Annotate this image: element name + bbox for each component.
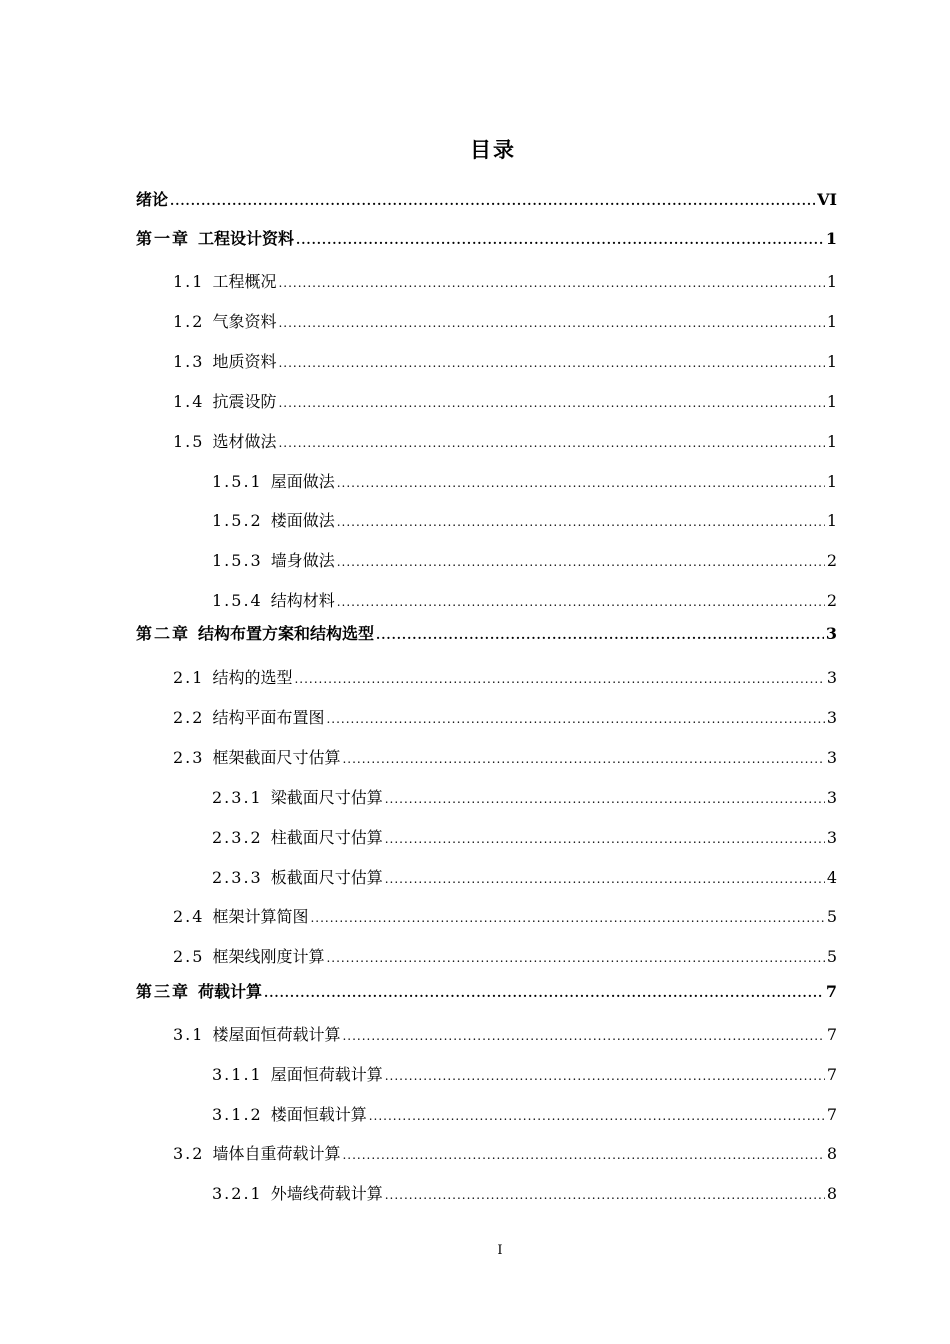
toc-entry-page: 5 (826, 907, 837, 926)
toc-entry-chapter-1[interactable] (136, 227, 837, 251)
toc-entry-label: 梁截面尺寸估算 (270, 788, 383, 807)
toc-leader-dots (278, 271, 824, 295)
toc-entry-label: 板截面尺寸估算 (270, 868, 383, 887)
toc-entry-chapter-2[interactable] (136, 622, 837, 646)
toc-entry-page: 4 (826, 868, 837, 887)
toc-entry-1-5-2[interactable] (212, 509, 837, 533)
toc-entry-number: 3.2.1 (212, 1184, 263, 1203)
toc-entry-1-4[interactable] (173, 390, 837, 414)
toc-leader-dots (342, 1024, 824, 1048)
toc-entry-page: VI (817, 190, 837, 209)
toc-entry-page: 7 (826, 1025, 837, 1044)
toc-leader-dots (337, 471, 825, 495)
toc-leader-dots (337, 590, 825, 614)
toc-leader-dots (294, 667, 824, 691)
toc-leader-dots (342, 747, 824, 771)
toc-entry-number: 2.2 (173, 708, 205, 727)
toc-entry-label: 气象资料 (212, 312, 277, 331)
toc-entry-number: 2.3 (173, 748, 205, 767)
toc-entry-3-2[interactable] (173, 1142, 837, 1166)
toc-leader-dots (369, 1104, 825, 1128)
toc-entry-number: 1.5.1 (212, 472, 263, 491)
toc-entry-label: 墙身做法 (270, 551, 335, 570)
toc-entry-label: 墙体自重荷载计算 (212, 1144, 341, 1163)
toc-entry-number: 1.5.3 (212, 551, 263, 570)
toc-entry-2-2[interactable] (173, 706, 837, 730)
toc-leader-dots (170, 189, 815, 213)
toc-entry-page: 1 (825, 229, 837, 248)
toc-entry-number: 2.3.2 (212, 828, 263, 847)
toc-entry-chapter-3[interactable] (136, 980, 837, 1004)
toc-entry-label: 结构布置方案和结构选型 (198, 624, 375, 643)
toc-entry-label: 屋面恒荷载计算 (270, 1065, 383, 1084)
toc-leader-dots (385, 1183, 825, 1207)
toc-entry-label: 结构材料 (270, 591, 335, 610)
toc-leader-dots (326, 707, 824, 731)
toc-entry-number: 1.4 (173, 392, 205, 411)
toc-entry-label: 工程概况 (212, 272, 277, 291)
toc-leader-dots (337, 550, 825, 574)
toc-leader-dots (296, 228, 824, 252)
toc-entry-page: 1 (826, 352, 837, 371)
toc-entry-number: 3.1.2 (212, 1105, 263, 1124)
toc-entry-number: 第一章 (136, 229, 191, 248)
toc-entry-3-1-1[interactable] (212, 1063, 837, 1087)
toc-entry-number: 1.2 (173, 312, 205, 331)
toc-entry-page: 3 (826, 788, 837, 807)
toc-leader-dots (342, 1143, 824, 1167)
toc-entry-page: 1 (826, 511, 837, 530)
toc-entry-number: 3.1.1 (212, 1065, 263, 1084)
toc-leader-dots (278, 431, 824, 455)
toc-entry-label: 荷载计算 (198, 982, 263, 1001)
toc-entry-2-4[interactable] (173, 905, 837, 929)
toc-entry-2-5[interactable] (173, 945, 837, 969)
toc-entry-number: 1.3 (173, 352, 205, 371)
toc-entry-3-1[interactable] (173, 1023, 837, 1047)
toc-entry-page: 3 (826, 748, 837, 767)
toc-entry-2-3-3[interactable] (212, 866, 837, 890)
toc-entry-page: 1 (826, 472, 837, 491)
toc-leader-dots (278, 391, 824, 415)
toc-entry-number: 1.5.2 (212, 511, 263, 530)
toc-entry-label: 地质资料 (212, 352, 277, 371)
toc-entry-page: 3 (825, 624, 837, 643)
toc-entry-label: 框架计算简图 (212, 907, 309, 926)
toc-leader-dots (278, 311, 824, 335)
toc-leader-dots (376, 623, 824, 647)
toc-entry-2-3[interactable] (173, 746, 837, 770)
toc-entry-2-1[interactable] (173, 666, 837, 690)
toc-entry-label: 外墙线荷载计算 (270, 1184, 383, 1203)
toc-entry-label: 选材做法 (212, 432, 277, 451)
footer-page-number: I (497, 1243, 503, 1258)
toc-entry-number: 2.3.3 (212, 868, 263, 887)
toc-entry-number: 2.3.1 (212, 788, 263, 807)
toc-entry-page: 8 (826, 1184, 837, 1203)
toc-entry-page: 7 (826, 1065, 837, 1084)
toc-entry-page: 1 (826, 432, 837, 451)
toc-entry-page: 3 (826, 668, 837, 687)
toc-entry-1-5-3[interactable] (212, 549, 837, 573)
toc-entry-label: 楼屋面恒荷载计算 (212, 1025, 341, 1044)
toc-entry-1-3[interactable] (173, 350, 837, 374)
toc-entry-label: 楼面恒载计算 (270, 1105, 367, 1124)
page-title: 目录 (470, 138, 516, 162)
toc-entry-label: 结构的选型 (212, 668, 293, 687)
toc-leader-dots (385, 827, 825, 851)
toc-entry-number: 2.1 (173, 668, 205, 687)
toc-entry-label: 柱截面尺寸估算 (270, 828, 383, 847)
toc-leader-dots (385, 1064, 825, 1088)
toc-entry-2-3-2[interactable] (212, 826, 837, 850)
toc-entry-1-5[interactable] (173, 430, 837, 454)
toc-entry-label: 绪论 (136, 190, 169, 209)
toc-entry-number: 3.2 (173, 1144, 205, 1163)
toc-entry-label: 结构平面布置图 (212, 708, 325, 727)
toc-entry-1-2[interactable] (173, 310, 837, 334)
toc-entry-number: 2.4 (173, 907, 205, 926)
toc-leader-dots (310, 906, 824, 930)
toc-entry-2-3-1[interactable] (212, 786, 837, 810)
toc-entry-number: 1.1 (173, 272, 205, 291)
toc-entry-page: 7 (826, 1105, 837, 1124)
toc-entry-page: 2 (826, 551, 837, 570)
toc-leader-dots (337, 510, 825, 534)
toc-entry-label: 抗震设防 (212, 392, 277, 411)
toc-leader-dots (326, 946, 824, 970)
toc-entry-number: 1.5 (173, 432, 205, 451)
toc-entry-3-2-1[interactable] (212, 1182, 837, 1206)
toc-leader-dots (278, 351, 824, 375)
toc-entry-label: 屋面做法 (270, 472, 335, 491)
toc-leader-dots (385, 787, 825, 811)
toc-entry-label: 框架截面尺寸估算 (212, 748, 341, 767)
toc-entry-number: 第三章 (136, 982, 191, 1001)
toc-entry-label: 框架线刚度计算 (212, 947, 325, 966)
toc-entry-3-1-2[interactable] (212, 1103, 837, 1127)
toc-entry-page: 2 (826, 591, 837, 610)
toc-entry-page: 3 (826, 708, 837, 727)
toc-entry-number: 第二章 (136, 624, 191, 643)
toc-entry-page: 8 (826, 1144, 837, 1163)
toc-leader-dots (385, 867, 825, 891)
toc-leader-dots (264, 981, 824, 1005)
toc-entry-1-5-4[interactable] (212, 589, 837, 613)
toc-entry-label: 楼面做法 (270, 511, 335, 530)
toc-entry-page: 7 (825, 982, 837, 1001)
toc-entry-page: 5 (826, 947, 837, 966)
toc-entry-1-1[interactable] (173, 270, 837, 294)
toc-entry-intro[interactable] (136, 188, 837, 212)
toc-entry-number: 1.5.4 (212, 591, 263, 610)
toc-entry-page: 1 (826, 272, 837, 291)
toc-entry-number: 3.1 (173, 1025, 205, 1044)
toc-entry-page: 1 (826, 312, 837, 331)
toc-entry-page: 1 (826, 392, 837, 411)
toc-entry-number: 2.5 (173, 947, 205, 966)
toc-entry-1-5-1[interactable] (212, 470, 837, 494)
toc-entry-page: 3 (826, 828, 837, 847)
toc-entry-label: 工程设计资料 (198, 229, 295, 248)
